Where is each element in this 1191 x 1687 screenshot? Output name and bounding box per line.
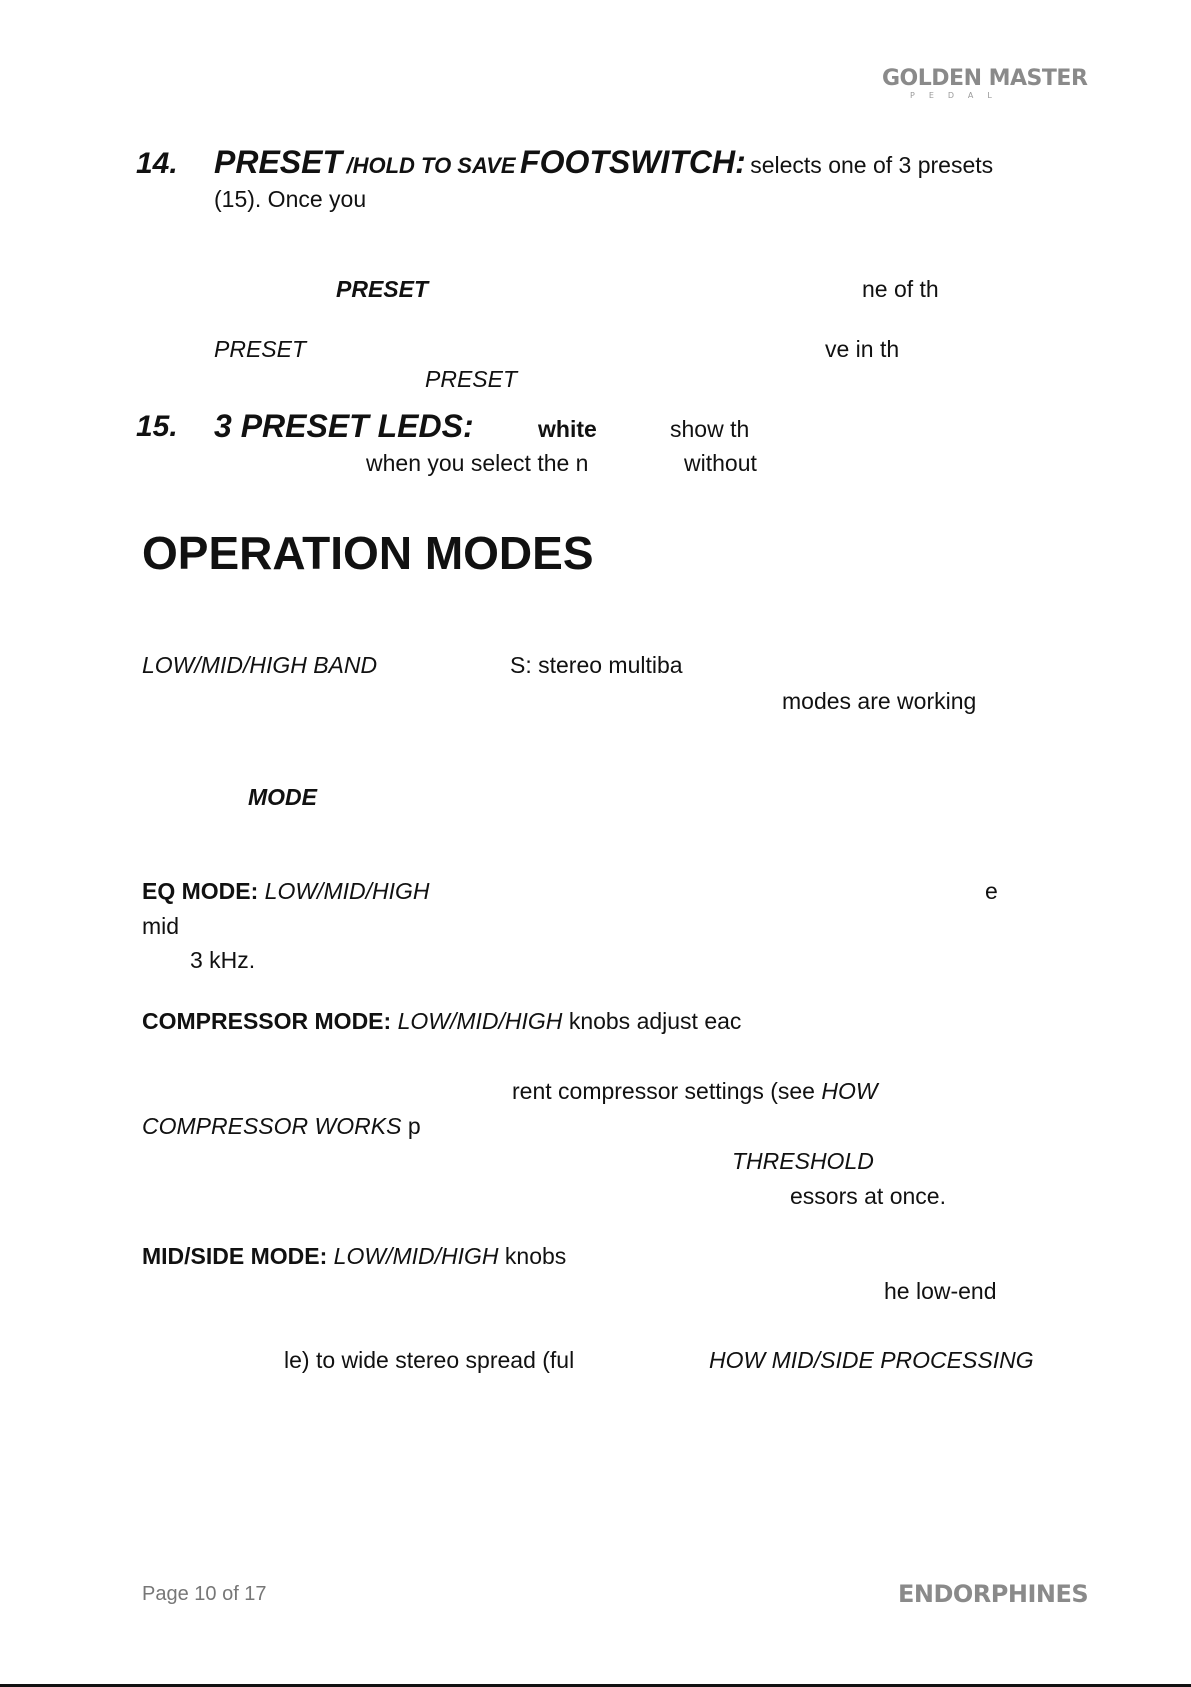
midside-line-3: le) to wide stereo spread (ful [284,1347,575,1373]
item-15-white: white [538,416,597,442]
midside-mode-knobs: LOW/MID/HIGH [333,1243,499,1269]
item-14-title-footswitch: FOOTSWITCH: [520,144,746,180]
compressor-mode-line [142,1008,741,1034]
compressor-mode-text: knobs adjust eac [568,1008,742,1034]
item-14-preset-italic-2: PRESET [425,366,518,392]
eq-mode-fragment: e [985,878,998,904]
footer-brand-logo: ENDORPHINES [898,1580,1089,1608]
mode-label: MODE [248,784,317,810]
compressor-line-2 [512,1078,878,1104]
compressor-mode-label: COMPRESSOR MODE: [142,1008,392,1034]
item-14-fragment-1: ne of th [862,276,939,302]
bands-label: LOW/MID/HIGH BAND [142,652,378,678]
eq-mode-line-3: 3 kHz. [190,947,256,973]
item-14-preset-italic-1: PRESET [214,336,307,362]
midside-mode-line [142,1243,566,1269]
item-15-fragment-1: show th [670,416,750,442]
compressor-threshold: THRESHOLD [732,1148,874,1174]
compressor-works-ref: COMPRESSOR WORKS [142,1113,402,1139]
eq-mode-line-2: mid [142,913,180,939]
item-14-fragment-2: ve in th [825,336,900,362]
item-number-15: 15. [136,410,178,443]
brand-logo: GOLDEN MASTER [882,66,1088,91]
compressor-line-2-text: rent compressor settings (see [512,1078,815,1104]
eq-mode-label: EQ MODE: [142,878,259,904]
item-15-line-2b: without [684,450,757,476]
section-heading: OPERATION MODES [142,527,594,579]
midside-mode-label: MID/SIDE MODE: [142,1243,328,1269]
midside-line-2: he low-end [884,1278,997,1304]
compressor-how-link: HOW [821,1078,878,1104]
brand-logo-subtitle: PEDAL [910,91,1006,100]
item-number-14: 14. [136,147,178,180]
item-14-description: selects one of 3 presets [750,152,994,178]
item-14-title-preset: PRESET [214,144,343,180]
item-14-title-hold: /HOLD TO SAVE [346,153,516,178]
compressor-line-3-text: p [407,1113,421,1139]
compressor-line-5: essors at once. [790,1183,946,1209]
compressor-mode-knobs: LOW/MID/HIGH [397,1008,563,1034]
item-15-title: 3 PRESET LEDS: [214,408,474,444]
item-14-heading [214,144,993,181]
midside-mode-text: knobs [504,1243,567,1269]
bands-fragment: S: stereo multiba [510,652,683,678]
eq-mode-knobs: LOW/MID/HIGH [264,878,430,904]
item-14-line-2: (15). Once you [214,186,367,212]
midside-how-ref: HOW MID/SIDE PROCESSING [709,1347,1034,1373]
item-14-preset-bold: PRESET [336,276,429,302]
bands-line-2: modes are working [782,688,977,714]
item-15-line-2a: when you select the n [366,450,589,476]
page-number: Page 10 of 17 [142,1583,267,1605]
compressor-line-3 [142,1113,421,1139]
eq-mode-line [142,878,430,904]
